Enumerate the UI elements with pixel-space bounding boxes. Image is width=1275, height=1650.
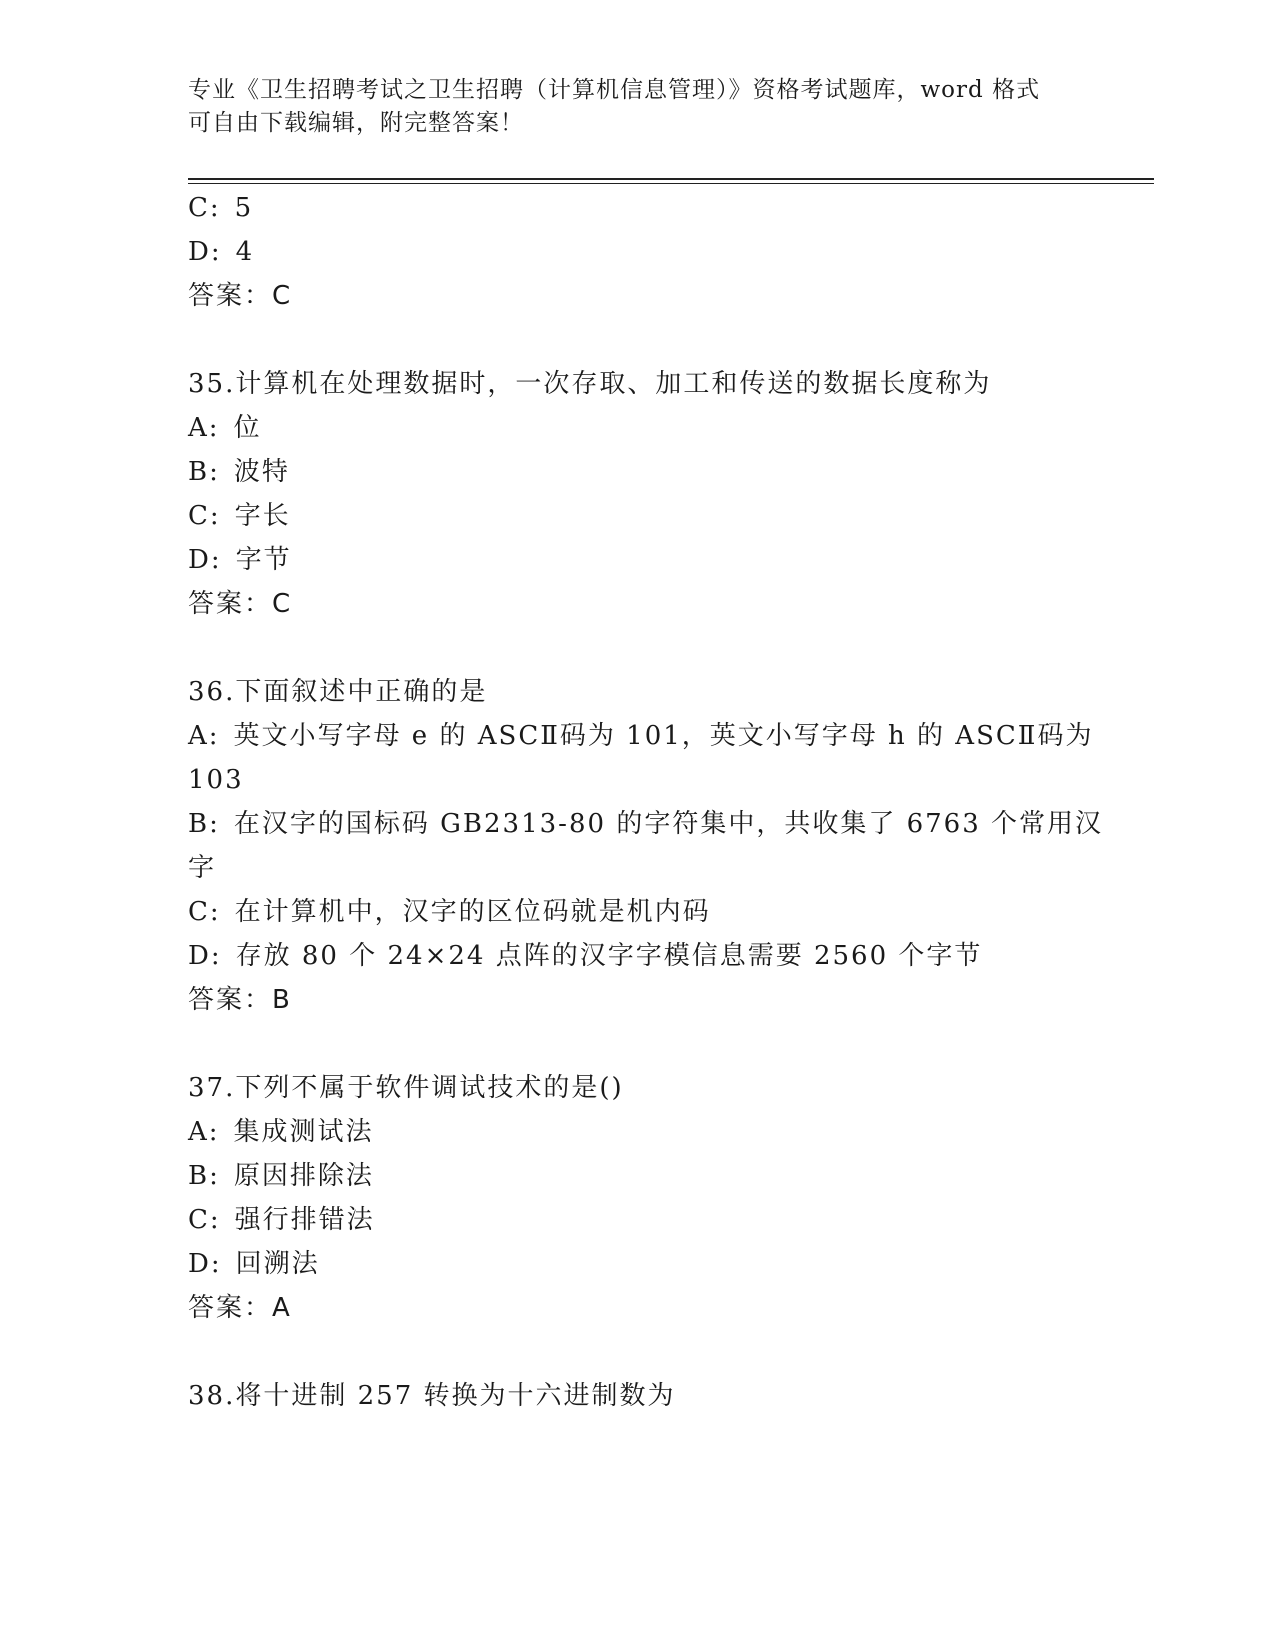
option-label: C: xyxy=(188,897,221,927)
option-text: 4 xyxy=(235,237,255,267)
option-label: C: xyxy=(188,501,221,531)
answer: 答案：A xyxy=(188,1293,292,1323)
option-label: D: xyxy=(188,545,222,575)
question-35: 35.计算机在处理数据时，一次存取、加工和传送的数据长度称为 xyxy=(188,369,992,399)
answer: 答案：C xyxy=(188,281,293,311)
option-label: B: xyxy=(188,1161,220,1191)
option-text: 存放 80 个 24×24 点阵的汉字字模信息需要 2560 个字节 xyxy=(235,941,983,971)
option-b-continued: 字 xyxy=(188,853,217,883)
option-label: A: xyxy=(188,721,220,751)
option-d xyxy=(188,544,292,576)
answer: 答案：B xyxy=(188,985,292,1015)
question-38: 38.将十进制 257 转换为十六进制数为 xyxy=(188,1381,676,1411)
option-text: 波特 xyxy=(233,457,290,487)
option-label: A: xyxy=(188,413,220,443)
option-text: 原因排除法 xyxy=(233,1161,374,1191)
option-d xyxy=(188,1248,320,1280)
option-text: 字节 xyxy=(235,545,292,575)
option-text: 在汉字的国标码 GB2313-80 的字符集中，共收集了 6763 个常用汉 xyxy=(233,809,1104,839)
option-label: A: xyxy=(188,1117,220,1147)
option-c xyxy=(188,500,291,532)
header-line-2: 可自由下载编辑，附完整答案！ xyxy=(188,110,524,136)
option-text: 集成测试法 xyxy=(233,1117,374,1147)
option-label: B: xyxy=(188,457,220,487)
option-b xyxy=(188,808,1103,840)
option-d xyxy=(188,940,982,972)
option-a xyxy=(188,720,1093,752)
option-a-continued: 103 xyxy=(188,765,244,795)
question-36: 36.下面叙述中正确的是 xyxy=(188,677,488,707)
option-b xyxy=(188,456,290,488)
option-text: 英文小写字母 e 的 ASCⅡ码为 101，英文小写字母 h 的 ASCⅡ码为 xyxy=(233,721,1094,751)
option-text: 强行排错法 xyxy=(234,1205,375,1235)
option-label: D: xyxy=(188,237,222,267)
option-c xyxy=(188,1204,375,1236)
option-text: 在计算机中，汉字的区位码就是机内码 xyxy=(234,897,711,927)
option-text: 回溯法 xyxy=(235,1249,320,1279)
option-label: C: xyxy=(188,193,221,223)
option-label: C: xyxy=(188,1205,221,1235)
header-divider-thin xyxy=(188,183,1154,184)
option-label: D: xyxy=(188,941,222,971)
option-b xyxy=(188,1160,374,1192)
option-label: D: xyxy=(188,1249,222,1279)
header-divider xyxy=(188,178,1154,180)
option-text: 5 xyxy=(234,193,254,223)
header-line-1: 专业《卫生招聘考试之卫生招聘（计算机信息管理）》资格考试题库，word 格式 xyxy=(188,77,1041,103)
option-a xyxy=(188,1116,374,1148)
option-d xyxy=(188,236,254,268)
document-header xyxy=(188,74,1068,140)
option-c xyxy=(188,192,253,224)
option-text: 位 xyxy=(233,413,262,443)
option-c xyxy=(188,896,711,928)
option-label: B: xyxy=(188,809,220,839)
option-a xyxy=(188,412,262,444)
option-text: 字长 xyxy=(234,501,291,531)
answer: 答案：C xyxy=(188,589,293,619)
question-37: 37.下列不属于软件调试技术的是() xyxy=(188,1073,624,1103)
